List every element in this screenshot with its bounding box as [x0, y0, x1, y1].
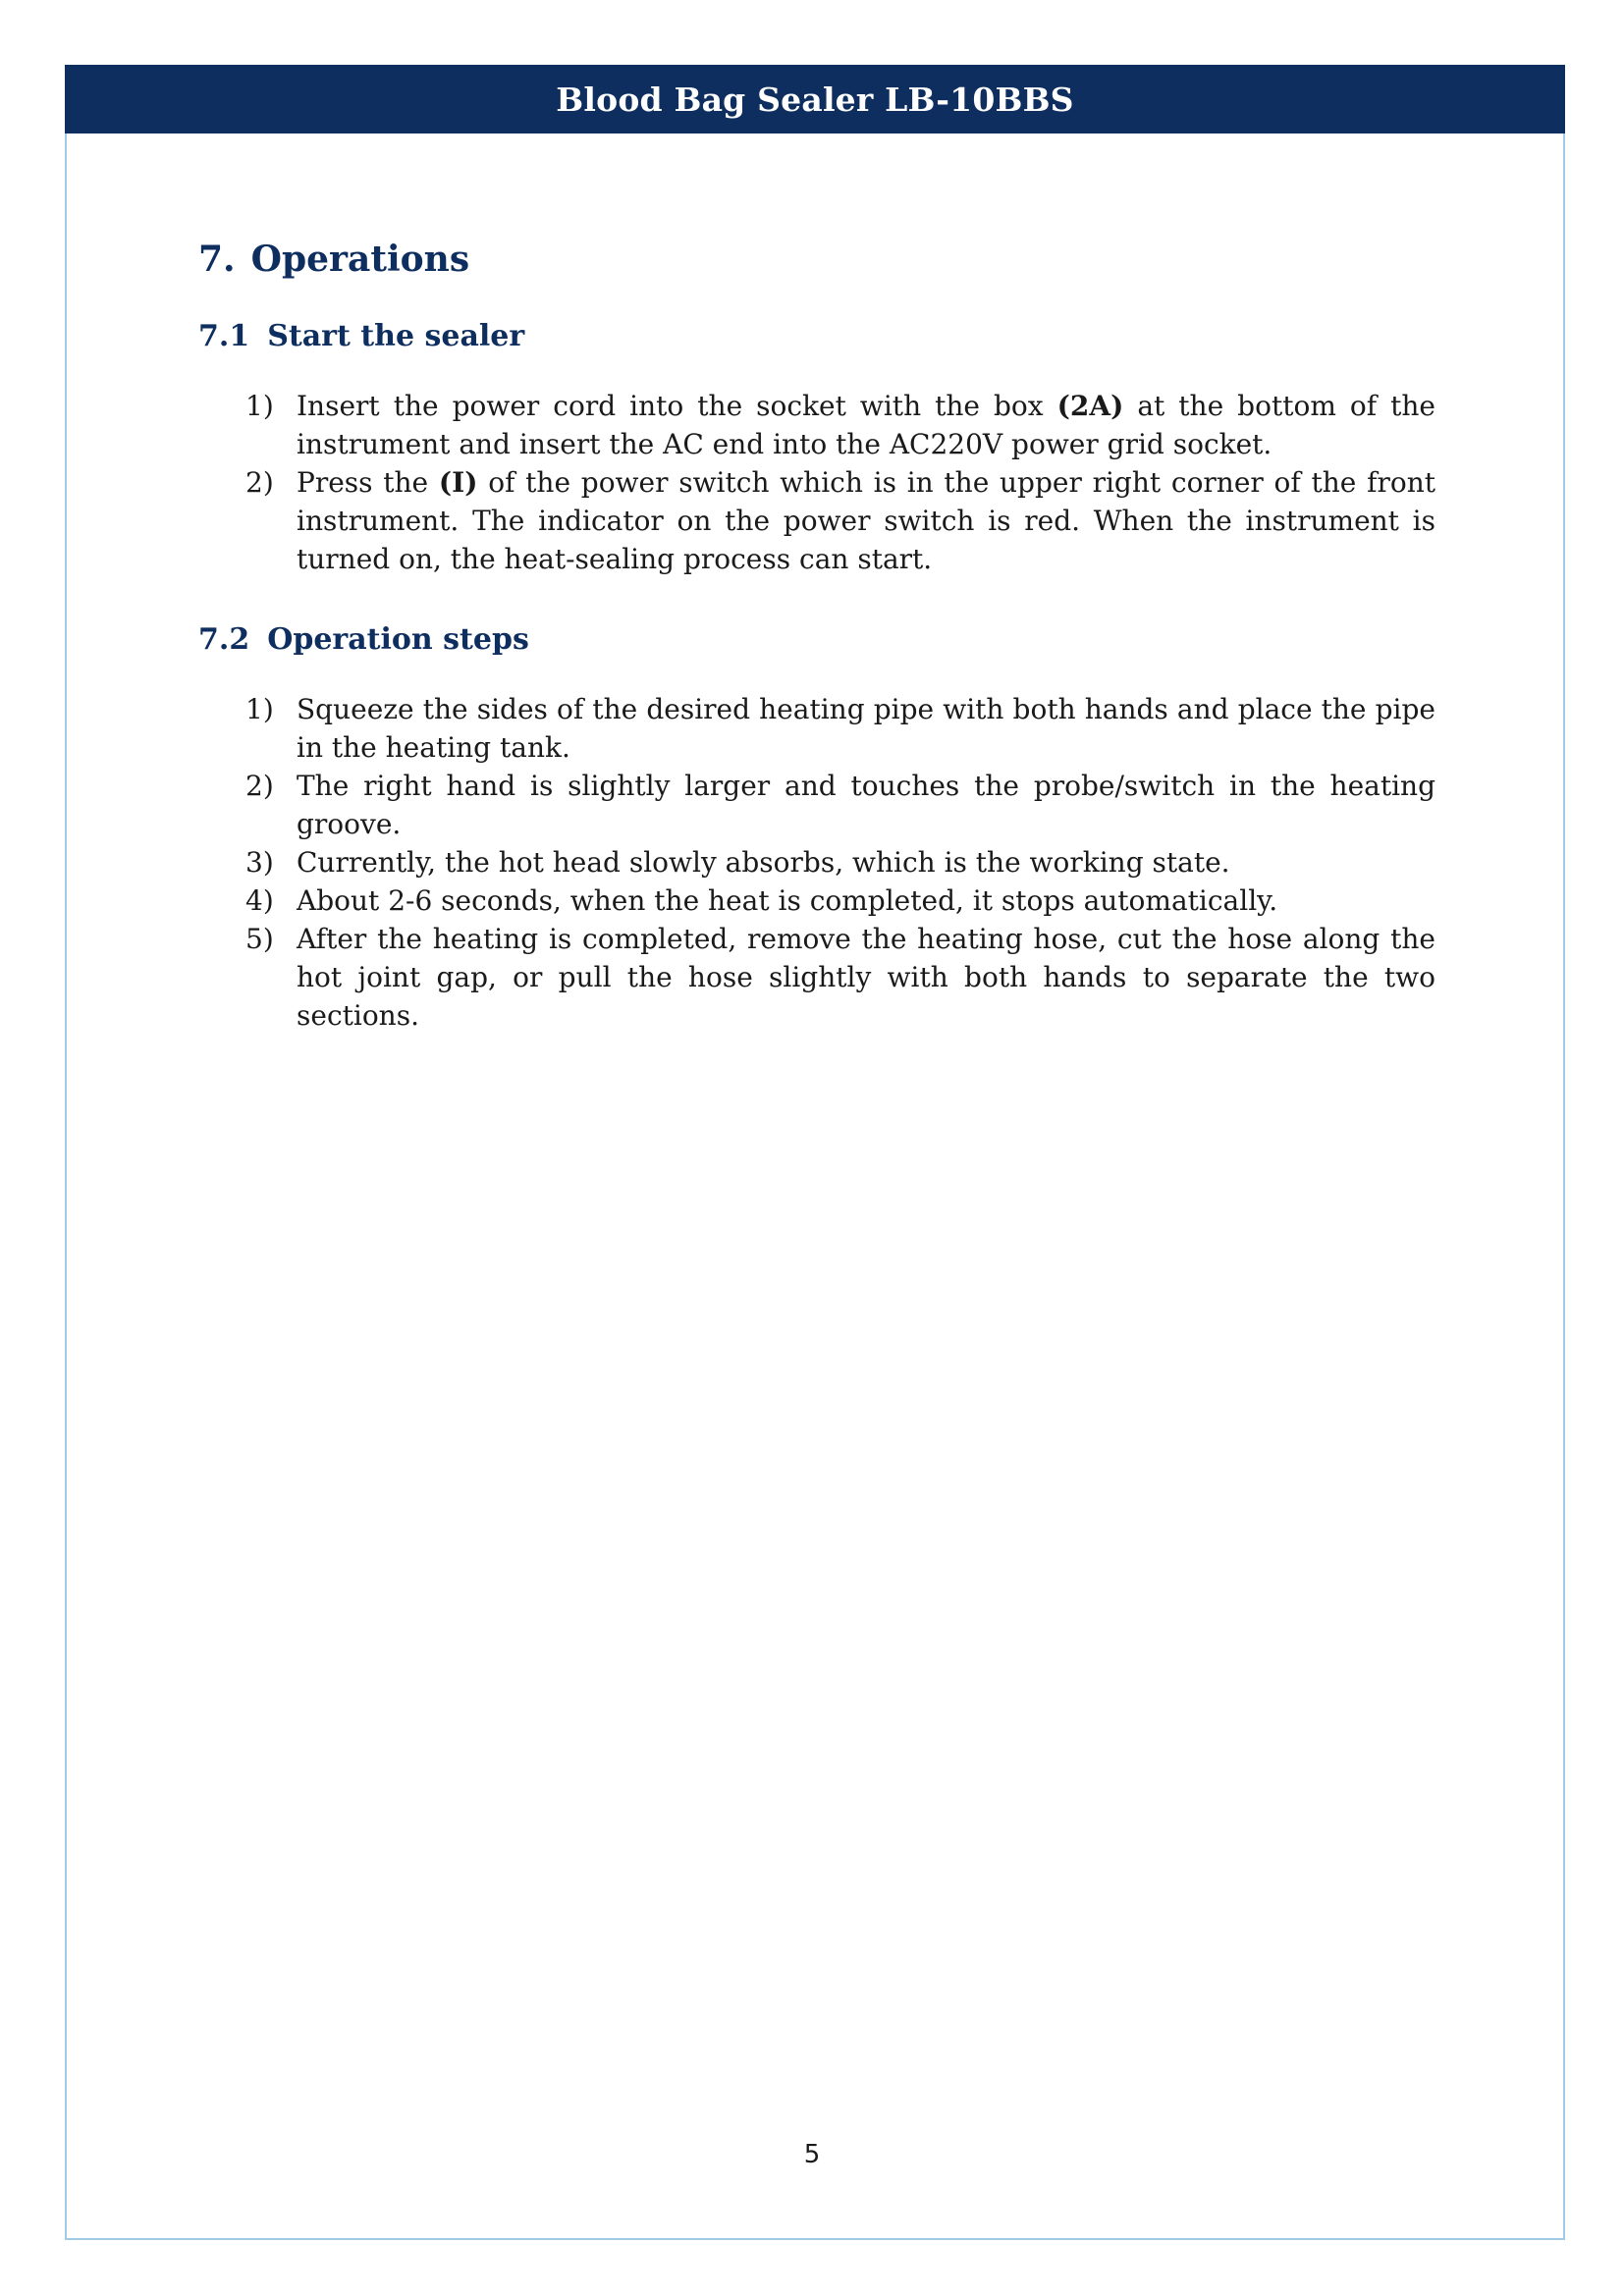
- list-item-text: Squeeze the sides of the desired heating pipe with both hands and place the pipe in the heating tank.: [297, 693, 1435, 764]
- operation-steps-list: [198, 690, 1435, 1035]
- page-number: 5: [803, 2140, 821, 2169]
- list-item-text: The right hand is slightly larger and touches the probe/switch in the heating groove.: [297, 770, 1435, 840]
- section-number: 7.: [198, 239, 236, 280]
- document-title: Blood Bag Sealer LB-10BBS: [556, 80, 1074, 119]
- list-item-text: After the heating is completed, remove the heating hose, cut the hose along the hot joint gap, or pull the hose slightly with both hands to separate the two sections.: [297, 923, 1435, 1032]
- list-marker: 2): [245, 770, 274, 802]
- subsection-heading-start-sealer: [198, 312, 1435, 359]
- subsection-title: Operation steps: [267, 621, 529, 657]
- subsection-heading-operation-steps: [198, 615, 1435, 663]
- list-item: [198, 920, 1435, 1035]
- list-item-text: Insert the power cord into the socket with the box (2A) at the bottom of the instrument and insert the AC end into the AC220V power grid socket.: [297, 390, 1435, 460]
- list-item-text: About 2-6 seconds, when the heat is completed, it stops automatically.: [297, 884, 1278, 917]
- list-item-text: Press the (I) of the power switch which is in the upper right corner of the front instrument. The indicator on the power switch is red. When the instrument is turned on, the heat-sealing process can start.: [297, 466, 1435, 575]
- section-title: Operations: [250, 239, 470, 280]
- section-heading-operations: [198, 232, 1435, 287]
- list-item: [198, 881, 1435, 920]
- list-marker: 1): [245, 693, 274, 725]
- subsection-number: 7.2: [198, 621, 250, 657]
- page-content: [198, 232, 1435, 1035]
- start-sealer-steps-list: [198, 387, 1435, 578]
- bold-reference: (2A): [1056, 390, 1124, 422]
- list-marker: 3): [245, 846, 274, 879]
- list-item: [198, 690, 1435, 767]
- header-bar: [65, 65, 1565, 133]
- list-item: [198, 387, 1435, 463]
- list-item: [198, 463, 1435, 578]
- list-marker: 5): [245, 923, 274, 955]
- subsection-title: Start the sealer: [267, 318, 525, 353]
- list-item: [198, 843, 1435, 881]
- list-marker: 2): [245, 466, 274, 499]
- list-marker: 1): [245, 390, 274, 422]
- list-marker: 4): [245, 884, 274, 917]
- list-item-text: Currently, the hot head slowly absorbs, which is the working state.: [297, 846, 1230, 879]
- bold-reference: (I): [438, 466, 478, 499]
- subsection-number: 7.1: [198, 318, 250, 353]
- list-item: [198, 767, 1435, 843]
